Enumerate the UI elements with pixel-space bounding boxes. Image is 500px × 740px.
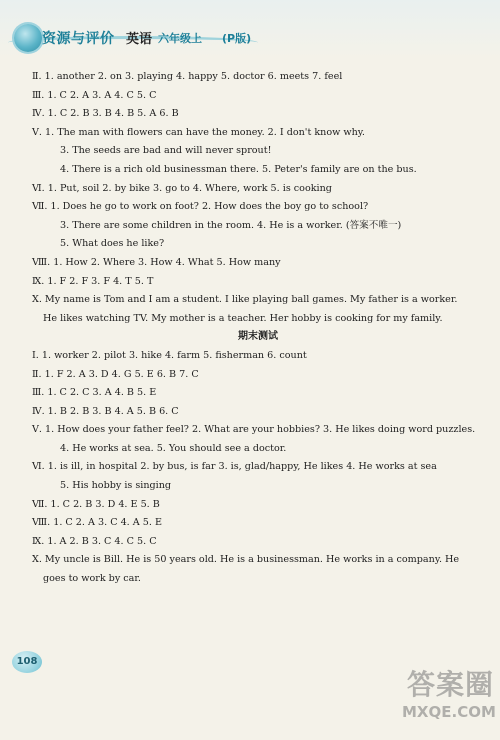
answer-line: Ⅳ. 1. C 2. B 3. B 4. B 5. A 6. B: [32, 108, 179, 120]
watermark-logo: [402, 668, 494, 734]
answer-line: Ⅷ. 1. How 2. Where 3. How 4. What 5. How many: [32, 256, 281, 268]
answer-line: 4. He works at sea. 5. You should see a doctor.: [60, 442, 287, 454]
series-title: 资源与评价: [42, 31, 115, 47]
answer-line: Ⅳ. 1. B 2. B 3. B 4. A 5. B 6. C: [32, 405, 179, 417]
answer-line: Ⅸ. 1. A 2. B 3. C 4. C 5. C: [32, 535, 157, 547]
section-title: 期末测试: [238, 331, 278, 343]
answer-line: Ⅵ. 1. is ill, in hospital 2. by bus, is far 3. is, glad/happy, He likes 4. He works at sea: [32, 461, 437, 473]
grade-label: 六年级上: [158, 32, 202, 45]
answer-line: Ⅹ. My name is Tom and I am a student. I like playing ball games. My father is a worker.: [32, 294, 458, 306]
answer-line: Ⅲ. 1. C 2. A 3. A 4. C 5. C: [32, 89, 157, 101]
answer-line: Ⅹ. My uncle is Bill. He is 50 years old. He is a businessman. He works in a company. He: [32, 554, 460, 566]
answer-line: Ⅷ. 1. C 2. A 3. C 4. A 5. E: [32, 517, 162, 529]
answer-line: Ⅱ. 1. F 2. A 3. D 4. G 5. E 6. B 7. C: [32, 368, 199, 380]
answer-line: Ⅱ. 1. another 2. on 3. playing 4. happy 5. doctor 6. meets 7. feel: [32, 71, 343, 82]
answer-line: goes to work by car.: [43, 573, 141, 585]
answer-line: He likes watching TV. My mother is a teacher. Her hobby is cooking for my family.: [43, 312, 443, 324]
answer-line: 3. The seeds are bad and will never sprout!: [60, 145, 272, 157]
subject-label: 英语: [126, 32, 153, 47]
answer-key-content: [32, 68, 484, 589]
book-header: [8, 22, 488, 56]
answer-line: 5. What does he like?: [60, 238, 165, 250]
watermark-top: 答案圈: [406, 668, 494, 701]
answer-line: 3. There are some children in the room. 4. He is a worker. (答案不唯一): [60, 219, 402, 231]
answer-line: 4. There is a rich old businessman there. 5. Peter's family are on the bus.: [60, 163, 417, 175]
answer-line: Ⅶ. 1. Does he go to work on foot? 2. How does the boy go to school?: [32, 201, 369, 213]
book-logo-icon: [14, 24, 42, 52]
edition-label: (P版): [222, 32, 252, 45]
answer-line: Ⅴ. 1. How does your father feel? 2. What are your hobbies? 3. He likes doing word puzzles.: [32, 424, 476, 436]
answer-line: Ⅴ. 1. The man with flowers can have the money. 2. I don't know why.: [32, 126, 365, 138]
answer-line: Ⅰ. 1. worker 2. pilot 3. hike 4. farm 5. fisherman 6. count: [32, 349, 307, 361]
watermark-bottom: MXQE.COM: [402, 703, 496, 721]
answer-line: Ⅶ. 1. C 2. B 3. D 4. E 5. B: [32, 498, 160, 510]
answer-line: Ⅸ. 1. F 2. F 3. F 4. T 5. T: [32, 275, 154, 287]
answer-line: Ⅵ. 1. Put, soil 2. by bike 3. go to 4. Where, work 5. is cooking: [32, 182, 332, 194]
page-number: 108: [12, 651, 42, 673]
answer-line: Ⅲ. 1. C 2. C 3. A 4. B 5. E: [32, 387, 157, 399]
answer-line: 5. His hobby is singing: [60, 480, 172, 492]
